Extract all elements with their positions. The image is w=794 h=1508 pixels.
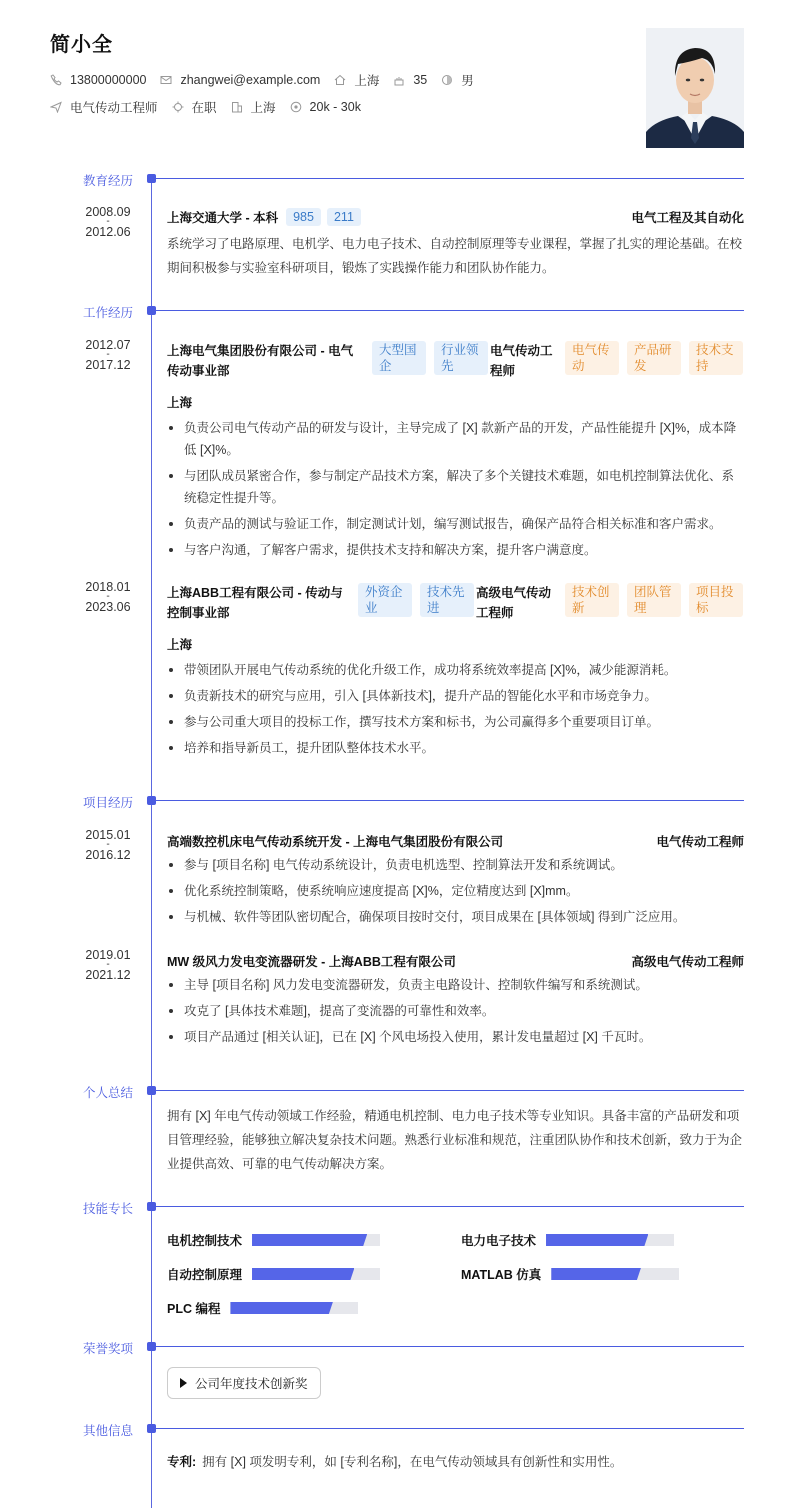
work-2-company-tag: 技术先进 xyxy=(420,583,474,617)
work-entry-2 xyxy=(167,583,744,763)
other-label: 专利: xyxy=(167,1455,197,1469)
section-title-work: 工作经历 xyxy=(83,306,134,320)
section-divider xyxy=(156,178,744,179)
section-divider xyxy=(156,1206,744,1207)
project-1-date xyxy=(80,829,136,861)
list-item: 负责新技术的研究与应用，引入 [具体新技术]，提升产品的智能化水平和市场竞争力。 xyxy=(167,685,744,707)
section-marker xyxy=(147,796,156,805)
other-entry xyxy=(167,1452,744,1470)
work-1-city: 上海 xyxy=(167,396,193,410)
age-text: 35 xyxy=(413,73,428,87)
work-1-date xyxy=(80,339,136,371)
home-icon xyxy=(334,74,346,86)
salary-item xyxy=(290,100,361,114)
work-1-company-tag: 大型国企 xyxy=(372,341,426,375)
skill-bar xyxy=(252,1234,380,1246)
project-2-head xyxy=(167,952,744,970)
section-divider xyxy=(156,1346,744,1347)
date-dash: - xyxy=(106,959,110,970)
status-item xyxy=(172,98,217,116)
list-item: 参与公司重大项目的投标工作，撰写技术方案和标书，为公司赢得多个重要项目订单。 xyxy=(167,711,744,733)
cake-icon xyxy=(393,74,405,86)
project-1-title: 高端数控机床电气传动系统开发 - 上海电气集团股份有限公司 xyxy=(167,835,504,849)
skill-bar-fill xyxy=(230,1302,332,1314)
edu-date xyxy=(80,206,136,238)
section-title-other: 其他信息 xyxy=(83,1424,134,1438)
work-2-role-tag: 技术创新 xyxy=(565,583,619,617)
skill-name: 电机控制技术 xyxy=(167,1234,243,1248)
work-1-head xyxy=(167,341,744,381)
work-1-company-tag: 行业领先 xyxy=(434,341,488,375)
work-2-company-tag: 外资企业 xyxy=(358,583,412,617)
summary-text: 拥有 [X] 年电气传动领域工作经验，精通电机控制、电力电子技术等专业知识。具备丰富的产品研发和项目管理经验，能够独立解决复杂技术问题。熟悉行业标准和规范，注重团队协作和技术创新，致力于为企业提供高效、可靠的电气传动解决方案。 xyxy=(167,1109,743,1171)
project-2-end: 2021.12 xyxy=(85,968,131,982)
home-text: 上海 xyxy=(354,74,380,88)
project-2-role: 高级电气传动工程师 xyxy=(631,955,744,969)
edu-head xyxy=(167,208,744,226)
project-1-end: 2016.12 xyxy=(85,848,131,862)
date-dash: - xyxy=(106,349,110,360)
work-city-item xyxy=(231,98,276,116)
project-1-role: 电气传动工程师 xyxy=(656,835,744,849)
info-row-2 xyxy=(50,100,610,114)
list-item: 与团队成员紧密合作，参与制定产品技术方案，解决了多个关键技术难题，如电机控制算法优化、系统稳定性提升等。 xyxy=(167,465,744,509)
skill-bar xyxy=(551,1268,679,1280)
position-text: 电气传动工程师 xyxy=(70,101,158,115)
section-marker xyxy=(147,1342,156,1351)
work-1-role-tag: 电气传动 xyxy=(565,341,619,375)
section-marker xyxy=(147,306,156,315)
skill-item xyxy=(461,1231,674,1249)
edu-school: 上海交通大学 - 本科 xyxy=(167,211,279,225)
section-title-honors: 荣誉奖项 xyxy=(83,1342,134,1356)
honor-text: 公司年度技术创新奖 xyxy=(195,1377,308,1391)
edu-tag-211: 211 xyxy=(327,208,361,226)
project-2-bullets xyxy=(167,974,744,1048)
project-2-start: 2019.01 xyxy=(85,948,131,962)
section-title-education: 教育经历 xyxy=(83,174,134,188)
honor-item[interactable] xyxy=(167,1367,321,1399)
work-2-role-tag: 项目投标 xyxy=(689,583,743,617)
work-1-end: 2017.12 xyxy=(85,358,131,372)
play-icon xyxy=(180,1378,187,1388)
work-2-city: 上海 xyxy=(167,638,193,652)
list-item: 负责公司电气传动产品的研发与设计，主导完成了 [X] 款新产品的开发，产品性能提升 [X]%，成本降低 [X]%。 xyxy=(167,417,744,461)
section-divider xyxy=(156,800,744,801)
work-1-role-tag: 产品研发 xyxy=(627,341,681,375)
date-dash: - xyxy=(106,839,110,850)
project-1-bullets xyxy=(167,854,744,928)
list-item: 攻克了 [具体技术难题]，提高了变流器的可靠性和效率。 xyxy=(167,1000,744,1022)
section-divider xyxy=(156,1428,744,1429)
list-item: 负责产品的测试与验证工作，制定测试计划，编写测试报告，确保产品符合相关标准和客户需求。 xyxy=(167,513,744,535)
summary-entry xyxy=(167,1104,744,1176)
work-2-role: 高级电气传动工程师 xyxy=(476,586,552,620)
skill-bar-fill xyxy=(551,1268,641,1280)
salary-text: 20k - 30k xyxy=(309,100,361,114)
skill-bar-fill xyxy=(546,1234,648,1246)
project-2-title: MW 级风力发电变流器研发 - 上海ABB工程有限公司 xyxy=(167,955,456,969)
date-dash: - xyxy=(106,591,110,602)
list-item: 培养和指导新员工，提升团队整体技术水平。 xyxy=(167,737,744,759)
list-item: 优化系统控制策略，使系统响应速度提高 [X]%，定位精度达到 [X]mm。 xyxy=(167,880,744,902)
work-1-role: 电气传动工程师 xyxy=(490,344,553,378)
status-text: 在职 xyxy=(191,101,217,115)
gender-icon xyxy=(441,74,453,86)
skill-item xyxy=(167,1231,380,1249)
candidate-name: 简小全 xyxy=(50,34,113,56)
age-item xyxy=(393,73,427,87)
position-item xyxy=(50,98,158,116)
section-title-projects: 项目经历 xyxy=(83,796,134,810)
section-marker xyxy=(147,1424,156,1433)
skill-name: 自动控制原理 xyxy=(167,1268,243,1282)
money-icon xyxy=(290,101,302,113)
work-1-role-tag: 技术支持 xyxy=(689,341,743,375)
skill-name: 电力电子技术 xyxy=(461,1234,537,1248)
list-item: 与机械、软件等团队密切配合，确保项目按时交付，项目成果在 [具体领域] 得到广泛应用。 xyxy=(167,906,744,928)
other-text: 拥有 [X] 项发明专利，如 [专利名称]，在电气传动领域具有创新性和实用性。 xyxy=(202,1455,623,1469)
edu-desc: 系统学习了电路原理、电机学、电力电子技术、自动控制原理等专业课程，掌握了扎实的理论基础。在校期间积极参与实验室科研项目，锻炼了实践操作能力和团队协作能力。 xyxy=(167,237,743,275)
work-2-start: 2018.01 xyxy=(85,580,131,594)
section-marker xyxy=(147,174,156,183)
edu-major: 电气工程及其自动化 xyxy=(631,211,744,225)
section-marker xyxy=(147,1202,156,1211)
phone-item xyxy=(50,73,146,87)
work-1-bullets xyxy=(167,417,744,561)
project-entry-2 xyxy=(167,952,744,1052)
skill-name: PLC 编程 xyxy=(167,1302,221,1316)
project-1-start: 2015.01 xyxy=(85,828,131,842)
edu-tag-985: 985 xyxy=(286,208,321,226)
work-2-bullets xyxy=(167,659,744,759)
status-icon xyxy=(172,101,184,113)
list-item: 项目产品通过 [相关认证]，已在 [X] 个风电场投入使用，累计发电量超过 [X] 千瓦时。 xyxy=(167,1026,744,1048)
work-2-company: 上海ABB工程有限公司 - 传动与控制事业部 xyxy=(167,586,343,620)
project-1-head xyxy=(167,832,744,850)
skill-item xyxy=(167,1299,358,1317)
email-text: zhangwei@example.com xyxy=(180,73,321,87)
edu-start: 2008.09 xyxy=(85,205,131,219)
list-item: 参与 [项目名称] 电气传动系统设计，负责电机选型、控制算法开发和系统调试。 xyxy=(167,854,744,876)
list-item: 带领团队开展电气传动系统的优化升级工作，成功将系统效率提高 [X]%，减少能源消耗。 xyxy=(167,659,744,681)
skill-name: MATLAB 仿真 xyxy=(461,1268,542,1282)
skill-bar xyxy=(230,1302,358,1314)
skill-item xyxy=(167,1265,380,1283)
education-entry xyxy=(167,208,744,280)
date-dash: - xyxy=(106,216,110,227)
section-title-summary: 个人总结 xyxy=(83,1086,134,1100)
home-item xyxy=(334,71,379,89)
mail-icon xyxy=(160,74,172,86)
edu-head-left xyxy=(167,208,361,226)
work-1-start: 2012.07 xyxy=(85,338,131,352)
work-2-end: 2023.06 xyxy=(85,600,131,614)
section-title-skills: 技能专长 xyxy=(83,1202,134,1216)
skill-bar xyxy=(546,1234,674,1246)
building-icon xyxy=(231,101,243,113)
profile-photo xyxy=(646,28,744,148)
phone-icon xyxy=(50,74,62,86)
resume-header xyxy=(50,28,610,114)
work-entry-1 xyxy=(167,341,744,565)
work-2-date xyxy=(80,581,136,613)
edu-end: 2012.06 xyxy=(85,225,131,239)
project-entry-1 xyxy=(167,832,744,932)
skill-bar-fill xyxy=(252,1234,367,1246)
info-row-1 xyxy=(50,73,610,87)
section-divider xyxy=(156,310,744,311)
skill-bar-fill xyxy=(252,1268,354,1280)
email-item xyxy=(160,73,320,87)
section-divider xyxy=(156,1090,744,1091)
work-1-company: 上海电气集团股份有限公司 - 电气传动事业部 xyxy=(167,344,354,378)
work-2-role-tag: 团队管理 xyxy=(627,583,681,617)
project-2-date xyxy=(80,949,136,981)
gender-item xyxy=(441,71,474,89)
send-icon xyxy=(50,101,62,113)
phone-text: 13800000000 xyxy=(70,73,147,87)
section-marker xyxy=(147,1086,156,1095)
work-city-text: 上海 xyxy=(250,101,276,115)
gender-text: 男 xyxy=(461,74,474,88)
list-item: 主导 [项目名称] 风力发电变流器研发，负责主电路设计、控制软件编写和系统测试。 xyxy=(167,974,744,996)
timeline-line xyxy=(151,178,152,1508)
work-2-head xyxy=(167,583,744,623)
skill-item xyxy=(461,1265,679,1283)
skill-bar xyxy=(252,1268,380,1280)
list-item: 与客户沟通，了解客户需求，提供技术支持和解决方案，提升客户满意度。 xyxy=(167,539,744,561)
